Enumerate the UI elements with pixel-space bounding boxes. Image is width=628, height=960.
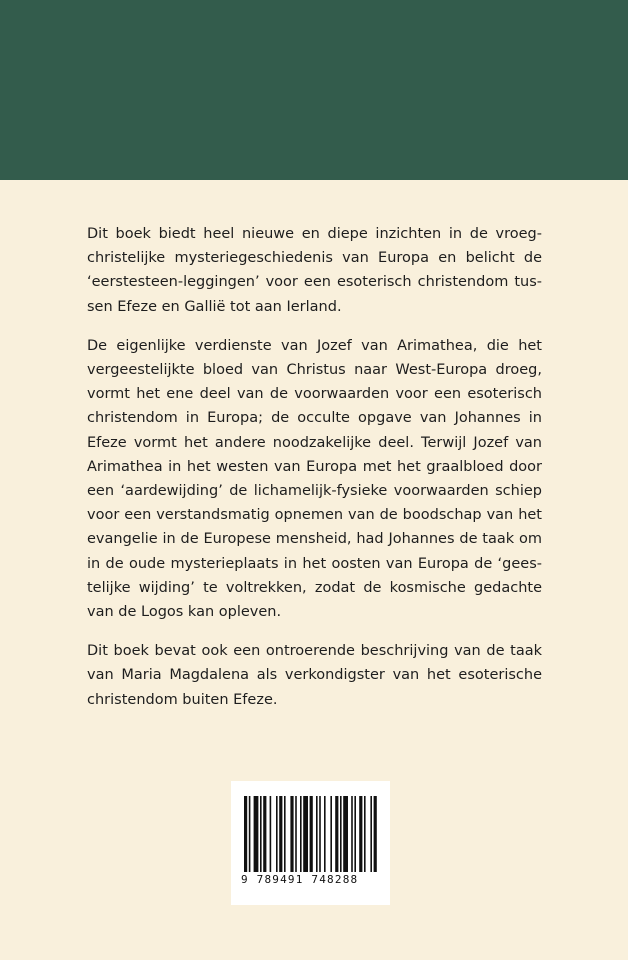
barcode-bar <box>276 796 278 872</box>
barcode-bar <box>284 796 286 872</box>
barcode-bar <box>354 796 356 872</box>
barcode-bar <box>279 796 282 872</box>
barcode-bar <box>359 796 362 872</box>
barcode-bar <box>340 796 342 872</box>
blurb-paragraph-2: De eigenlijke verdienste van Jozef van Arimathea, die het vergeestelijkte bloed van Christus naar West-Europa droeg, vormt het ene deel van de voorwaarden voor een esoterisch christendom in Europa; de occulte opgave van Johannes in Efeze vormt het andere noodzakelijke deel. Terwijl Jozef van Arimathea in het westen van Europa met het graalbloed door een ‘aardewijding’ de lichamelijk-fysieke voorwaarden schiep voor een verstandsmatig opnemen van de boodschap van het evangelie in de Europese mensheid, had Johannes de taak om in de oude mysterieplaats in het oosten van Europa de ‘geestelijke wijding’ te voltrekken, zodat de kosmische gedachte van de Logos kan opleven. <box>87 337 542 621</box>
isbn-number: 9 789491 748288 <box>241 873 359 886</box>
barcode-bar <box>324 796 326 872</box>
barcode-bar <box>310 796 313 872</box>
barcode-bar <box>254 796 259 872</box>
blurb-paragraph-1: Dit boek biedt heel nieuwe en diepe inzichten in de vroegchristelijke mysteriegeschiedenis van Europa en belicht de ‘eerstesteen-leggingen’ voor een esoterisch christendom tussen Efeze en Gallië tot aan Ierland. <box>87 226 542 315</box>
barcode-bar <box>374 796 377 872</box>
isbn-barcode <box>231 781 390 905</box>
barcode-bar <box>335 796 338 872</box>
barcode-bar <box>295 796 297 872</box>
barcode-bar <box>270 796 272 872</box>
barcode-bars <box>244 796 377 872</box>
back-cover-blurb <box>87 222 542 727</box>
barcode-bar <box>244 796 247 872</box>
barcode-bar <box>319 796 321 872</box>
barcode-bar <box>330 796 332 872</box>
top-color-band <box>0 0 628 180</box>
barcode-bar <box>316 796 318 872</box>
barcode-bar <box>351 796 353 872</box>
barcode-bar <box>364 796 366 872</box>
barcode-bar <box>290 796 293 872</box>
barcode-bar <box>300 796 302 872</box>
barcode-bar <box>343 796 348 872</box>
barcode-bar <box>263 796 266 872</box>
barcode-bar <box>249 796 251 872</box>
barcode-bar <box>260 796 262 872</box>
blurb-paragraph-3: Dit boek bevat ook een ontroerende beschrijving van de taak van Maria Magdalena als verkondigster van het esoterische christendom buiten Efeze. <box>87 643 542 708</box>
barcode-bar <box>370 796 372 872</box>
barcode-bar <box>303 796 308 872</box>
